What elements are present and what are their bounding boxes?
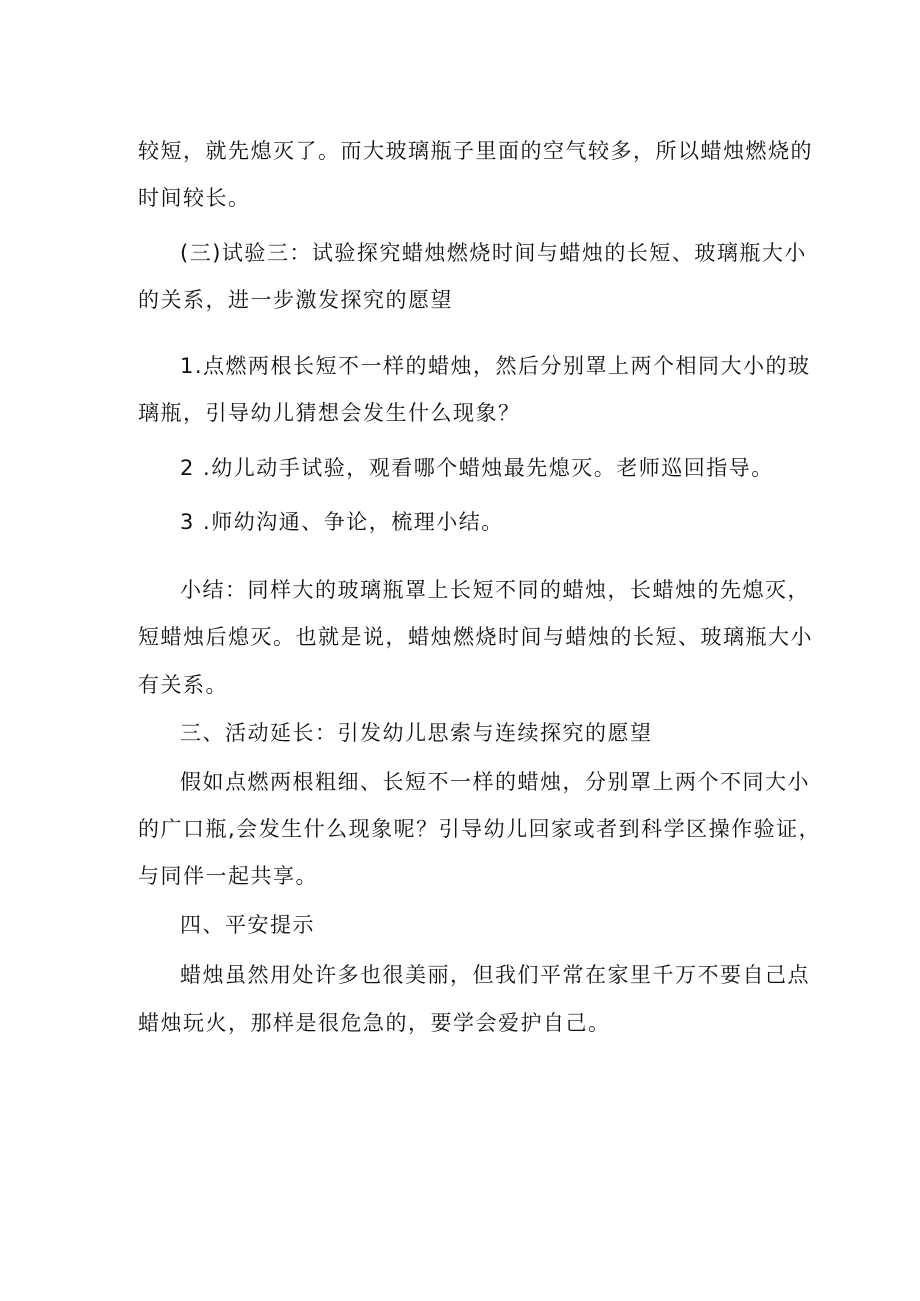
paragraph-6-line-2: 短蜡烛后熄灭。也就是说，蜡烛燃烧时间与蜡烛的长短、玻璃瓶大小 (138, 625, 813, 649)
paragraph-6-line-1: 小结：同样大的玻璃瓶罩上长短不同的蜡烛，长蜡烛的先熄灭， (180, 578, 810, 602)
paragraph-10-line-1: 蜡烛虽然用处许多也很美丽，但我们平常在家里千万不要自己点 (180, 963, 810, 987)
paragraph-5: 3 .师幼沟通、争论，梳理小结。 (180, 510, 504, 534)
paragraph-2-line-2: 的关系，进一步激发探究的愿望 (138, 288, 453, 312)
paragraph-10-line-2: 蜡烛玩火，那样是很危急的，要学会爱护自己。 (138, 1011, 611, 1035)
paragraph-2-line-1: (三)试验三：试验探究蜡烛燃烧时间与蜡烛的长短、玻璃瓶大小 (180, 241, 807, 265)
paragraph-4: 2 .幼儿动手试验，观看哪个蜡烛最先熄灭。老师巡回指导。 (180, 456, 774, 480)
paragraph-8-line-2: 的广口瓶,会发生什么现象呢？引导幼儿回家或者到科学区操作验证， (138, 817, 822, 841)
paragraph-3-line-1: 1.点燃两根长短不一样的蜡烛，然后分别罩上两个相同大小的玻 (180, 354, 811, 378)
section-heading-extension: 三、活动延长：引发幼儿思索与连续探究的愿望 (180, 721, 653, 745)
paragraph-6-line-3: 有关系。 (138, 673, 228, 697)
paragraph-8-line-1: 假如点燃两根粗细、长短不一样的蜡烛，分别罩上两个不同大小 (180, 770, 810, 794)
paragraph-8-line-3: 与同伴一起共享。 (138, 864, 318, 888)
paragraph-1-line-1: 较短，就先熄灭了。而大玻璃瓶子里面的空气较多，所以蜡烛燃烧的 (138, 139, 813, 163)
paragraph-3-line-2: 璃瓶，引导幼儿猜想会发生什么现象？ (138, 401, 521, 425)
paragraph-1-line-2: 时间较长。 (138, 186, 251, 210)
section-heading-safety: 四、平安提示 (180, 913, 315, 937)
